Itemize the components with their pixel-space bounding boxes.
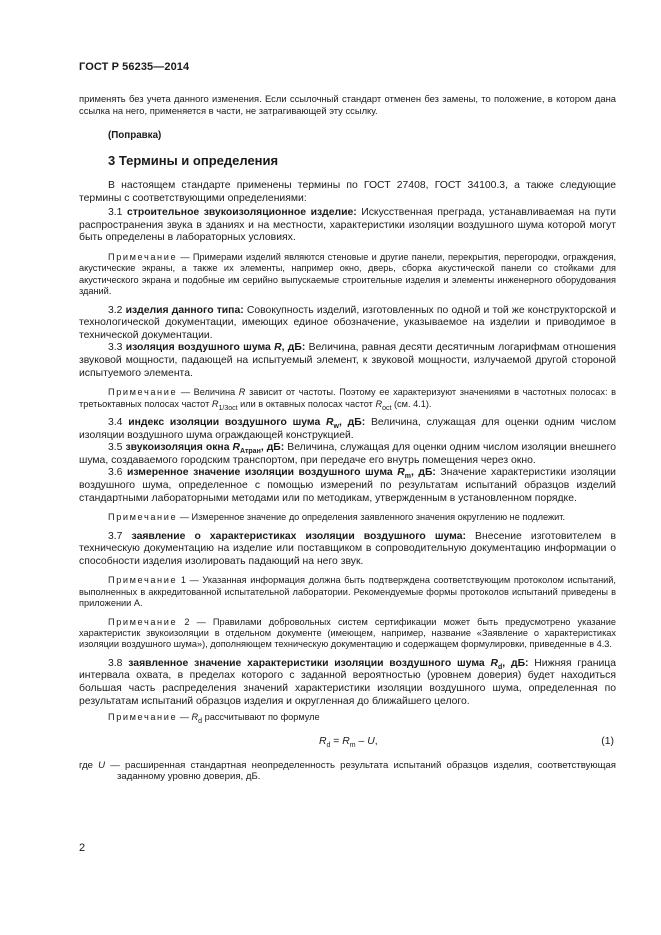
page-header: ГОСТ Р 56235—2014 — [79, 61, 190, 73]
note-3-7-1: Примечание 1 — Указанная информация должна быть подтверждена соответствующим протоколом испытаний, выполненных в аккредитованной испытательной лаборатории. Рекомендуемые формы протоколов испытаний приведены в приложении А. — [79, 575, 616, 609]
note-3-6: Примечание — Измеренное значение до определения заявленного значения округлению не подлежит. — [108, 512, 566, 523]
amendment-text: (Поправка) — [108, 130, 162, 141]
section-intro: В настоящем стандарте применены термины по ГОСТ 27408, ГОСТ 34100.3, а также следующие термины с соответствующими определениями: — [79, 180, 616, 204]
page-number: 2 — [79, 842, 86, 854]
term-3-8: 3.8 заявленное значение характеристики изоляции воздушного шума $R_d$, дБ: Нижняя граница интервала охвата, в пределах которого с заданной вероятностью (уровнем доверия) будет находиться большая часть распределения значений характеристики изоляции воздушного шума, определенная по результатам испытаний образцов изделия и округленная до ближайшего целого. — [79, 657, 616, 707]
note-3-1: Примечание — Примерами изделий являются стеновые и другие панели, перекрытия, перегородки, ограждения, акустические экраны, а также их элементы, например окно, дверь, сборка акустической панели со стойками для акустического экрана и подобные им серийно выпускаемые строительные изделия и элементы инженерного оборудования зданий. — [79, 251, 616, 297]
term-3-2: 3.2 изделия данного типа: Совокупность изделий, изготовленных по одной и той же конструкторской и технологической документации, имеющих единое обозначение, указываемое на изделии и приводимое в технической документации. — [79, 304, 616, 341]
term-3-3: 3.3 изоляция воздушного шума R, дБ: Величина, равная десяти десятичным логарифмам отношения звуковой мощности, падающей на испытуемый элемент, к звуковой мощности, излучаемой другой стороной испытуемого элемента. — [79, 342, 616, 379]
formula-number: (1) — [601, 735, 614, 747]
intro-text: применять без учета данного изменения. Если ссылочный стандарт отменен без замены, то положение, в котором дана ссылка на него, применяется в части, не затрагивающей эту ссылку. — [79, 93, 616, 116]
formula: $R_d = R_m - U$, — [319, 735, 378, 749]
note-3-3: Примечание — Величина R зависит от частоты. Поэтому ее характеризуют значениями в частотных полосах: в третьоктавных полосах частот $R_{1/3oct}$ или в октавных полосах частот $R_{oct}$ (см. 4.1). — [79, 387, 617, 412]
term-3-6: 3.6 измеренное значение изоляции воздушного шума $R_m$, дБ: Значение характеристики изоляции воздушного шума, определенное с помощью измерений по результатам испытаний образцов изделий стандартными лабораторными методами или по методикам, утвержденным в установленном порядке. — [79, 467, 616, 504]
term-3-7: 3.7 заявление о характеристиках изоляции воздушного шума: Внесение изготовителем в техническую документацию на изделие или поставщиком в сопроводительную документацию информации о способности изделия изолировать падающий на него звук. — [79, 530, 616, 567]
formula-row — [79, 730, 616, 756]
note-3-7-2: Примечание 2 — Правилами добровольных систем сертификации может быть предусмотрено указание характеристик звукоизоляции в отдельном документе (имеющем, например, название «Заявление о характеристиках изоляции воздушного шума»), дополняющем техническую документацию и содержащем формулировки, приведенные в 4.3. — [79, 616, 616, 650]
note-3-8: Примечание — $R_d$ рассчитывают по формуле — [108, 712, 320, 725]
term-3-5: 3.5 звукоизоляция окна $R_{Атран}$, дБ: Величина, служащая для оценки одним числом изоляции внешнего шума, создаваемого городским транспортом, при передаче его внутрь помещения через окно. — [79, 442, 617, 466]
amendment-note — [108, 125, 608, 143]
intro-paragraph — [79, 93, 616, 116]
where-clause: где U — расширенная стандартная неопределенность результата испытаний образцов изделия, соответствующая заданному уровню доверия, дБ. — [79, 759, 616, 783]
definitions-body — [79, 180, 616, 783]
section-title: 3 Термины и определения — [108, 153, 279, 168]
term-3-4: 3.4 индекс изоляции воздушного шума $R_w$, дБ: Величина, служащая для оценки одним числом изоляции воздушного шума ограждающей конструкцией. — [79, 416, 616, 441]
term-3-1: 3.1 строительное звукоизоляционное изделие: Искусственная преграда, устанавливаемая на пути распространения звука в зданиях и на местности, характеристики изоляции воздушного шума которой могут быть определены в лабораторных условиях. — [79, 207, 617, 244]
